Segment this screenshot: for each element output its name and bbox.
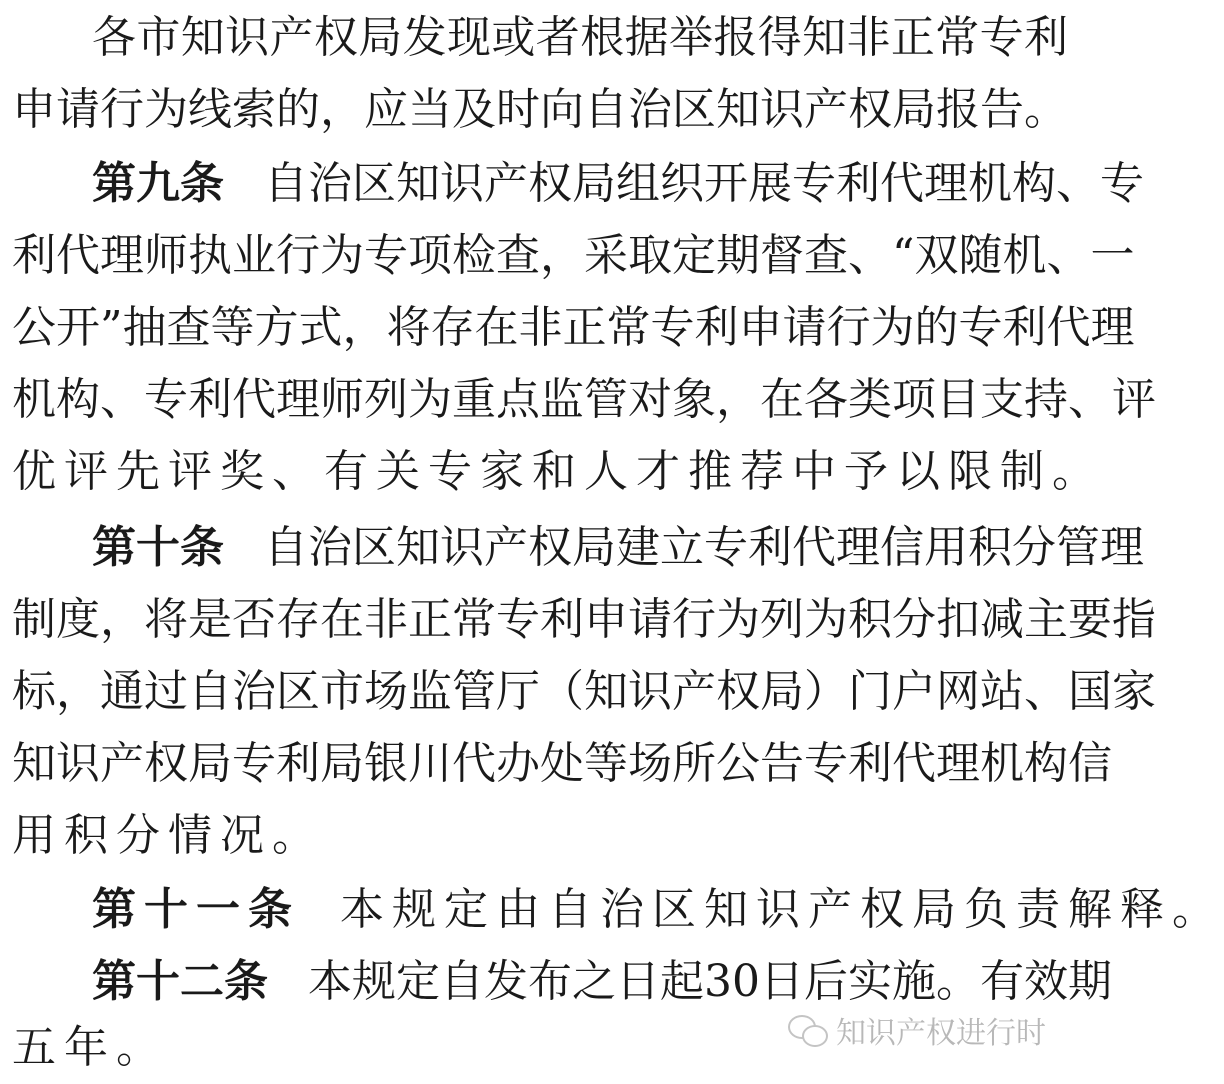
line-text: 公开”抽查等方式，将存在非正常专利申请行为的专利代理: [12, 302, 1135, 353]
paragraph-line: [0, 800, 1080, 872]
paragraph-line: [0, 364, 1156, 436]
line-text: 机构、专利代理师列为重点监管对象，在各类项目支持、评: [12, 374, 1156, 425]
line-text: 制度，将是否存在非正常专利申请行为列为积分扣减主要指: [12, 594, 1156, 645]
line-text: 自治区知识产权局组织开展专利代理机构、专: [264, 158, 1144, 209]
paragraph-line: [0, 584, 1156, 656]
watermark: [788, 1008, 1046, 1052]
line-text: 本规定自发布之日起30日后实施。有效期: [308, 956, 1112, 1007]
line-text: 各市知识产权局发现或者根据举报得知非正常专利: [92, 12, 1068, 63]
paragraph-line: [0, 74, 1080, 146]
article-heading: 第十一条: [92, 884, 300, 935]
article-9-line: [0, 148, 1144, 220]
paragraph-line: [0, 292, 1135, 364]
paragraph-line: [0, 728, 1112, 800]
paragraph-line: [0, 2, 1080, 74]
line-text: 用积分情况。: [12, 810, 324, 861]
paragraph-line: [0, 656, 1156, 728]
paragraph-line: [0, 220, 1135, 292]
line-text: 自治区知识产权局建立专利代理信用积分管理: [264, 522, 1144, 573]
line-text: 利代理师执业行为专项检查，采取定期督查、“双随机、一: [12, 230, 1135, 281]
line-text: 本规定由自治区知识产权局负责解释。: [340, 884, 1224, 935]
line-text: 标，通过自治区市场监管厅（知识产权局）门户网站、国家: [12, 666, 1156, 717]
wechat-icon: [788, 1013, 828, 1047]
line-text: 知识产权局专利局银川代办处等场所公告专利代理机构信: [12, 738, 1112, 789]
article-10-line: [0, 512, 1144, 584]
article-heading: 第九条: [92, 158, 224, 209]
line-text: 申请行为线索的，应当及时向自治区知识产权局报告。: [12, 84, 1068, 135]
article-11-line: [0, 874, 1224, 946]
watermark-text: 知识产权进行时: [836, 1016, 1046, 1051]
line-text: 五年。: [12, 1022, 168, 1073]
article-heading: 第十条: [92, 522, 224, 573]
line-text: 优评先评奖、有关专家和人才推荐中予以限制。: [12, 446, 1104, 497]
paragraph-line: [0, 436, 1104, 508]
article-heading: 第十二条: [92, 956, 268, 1007]
